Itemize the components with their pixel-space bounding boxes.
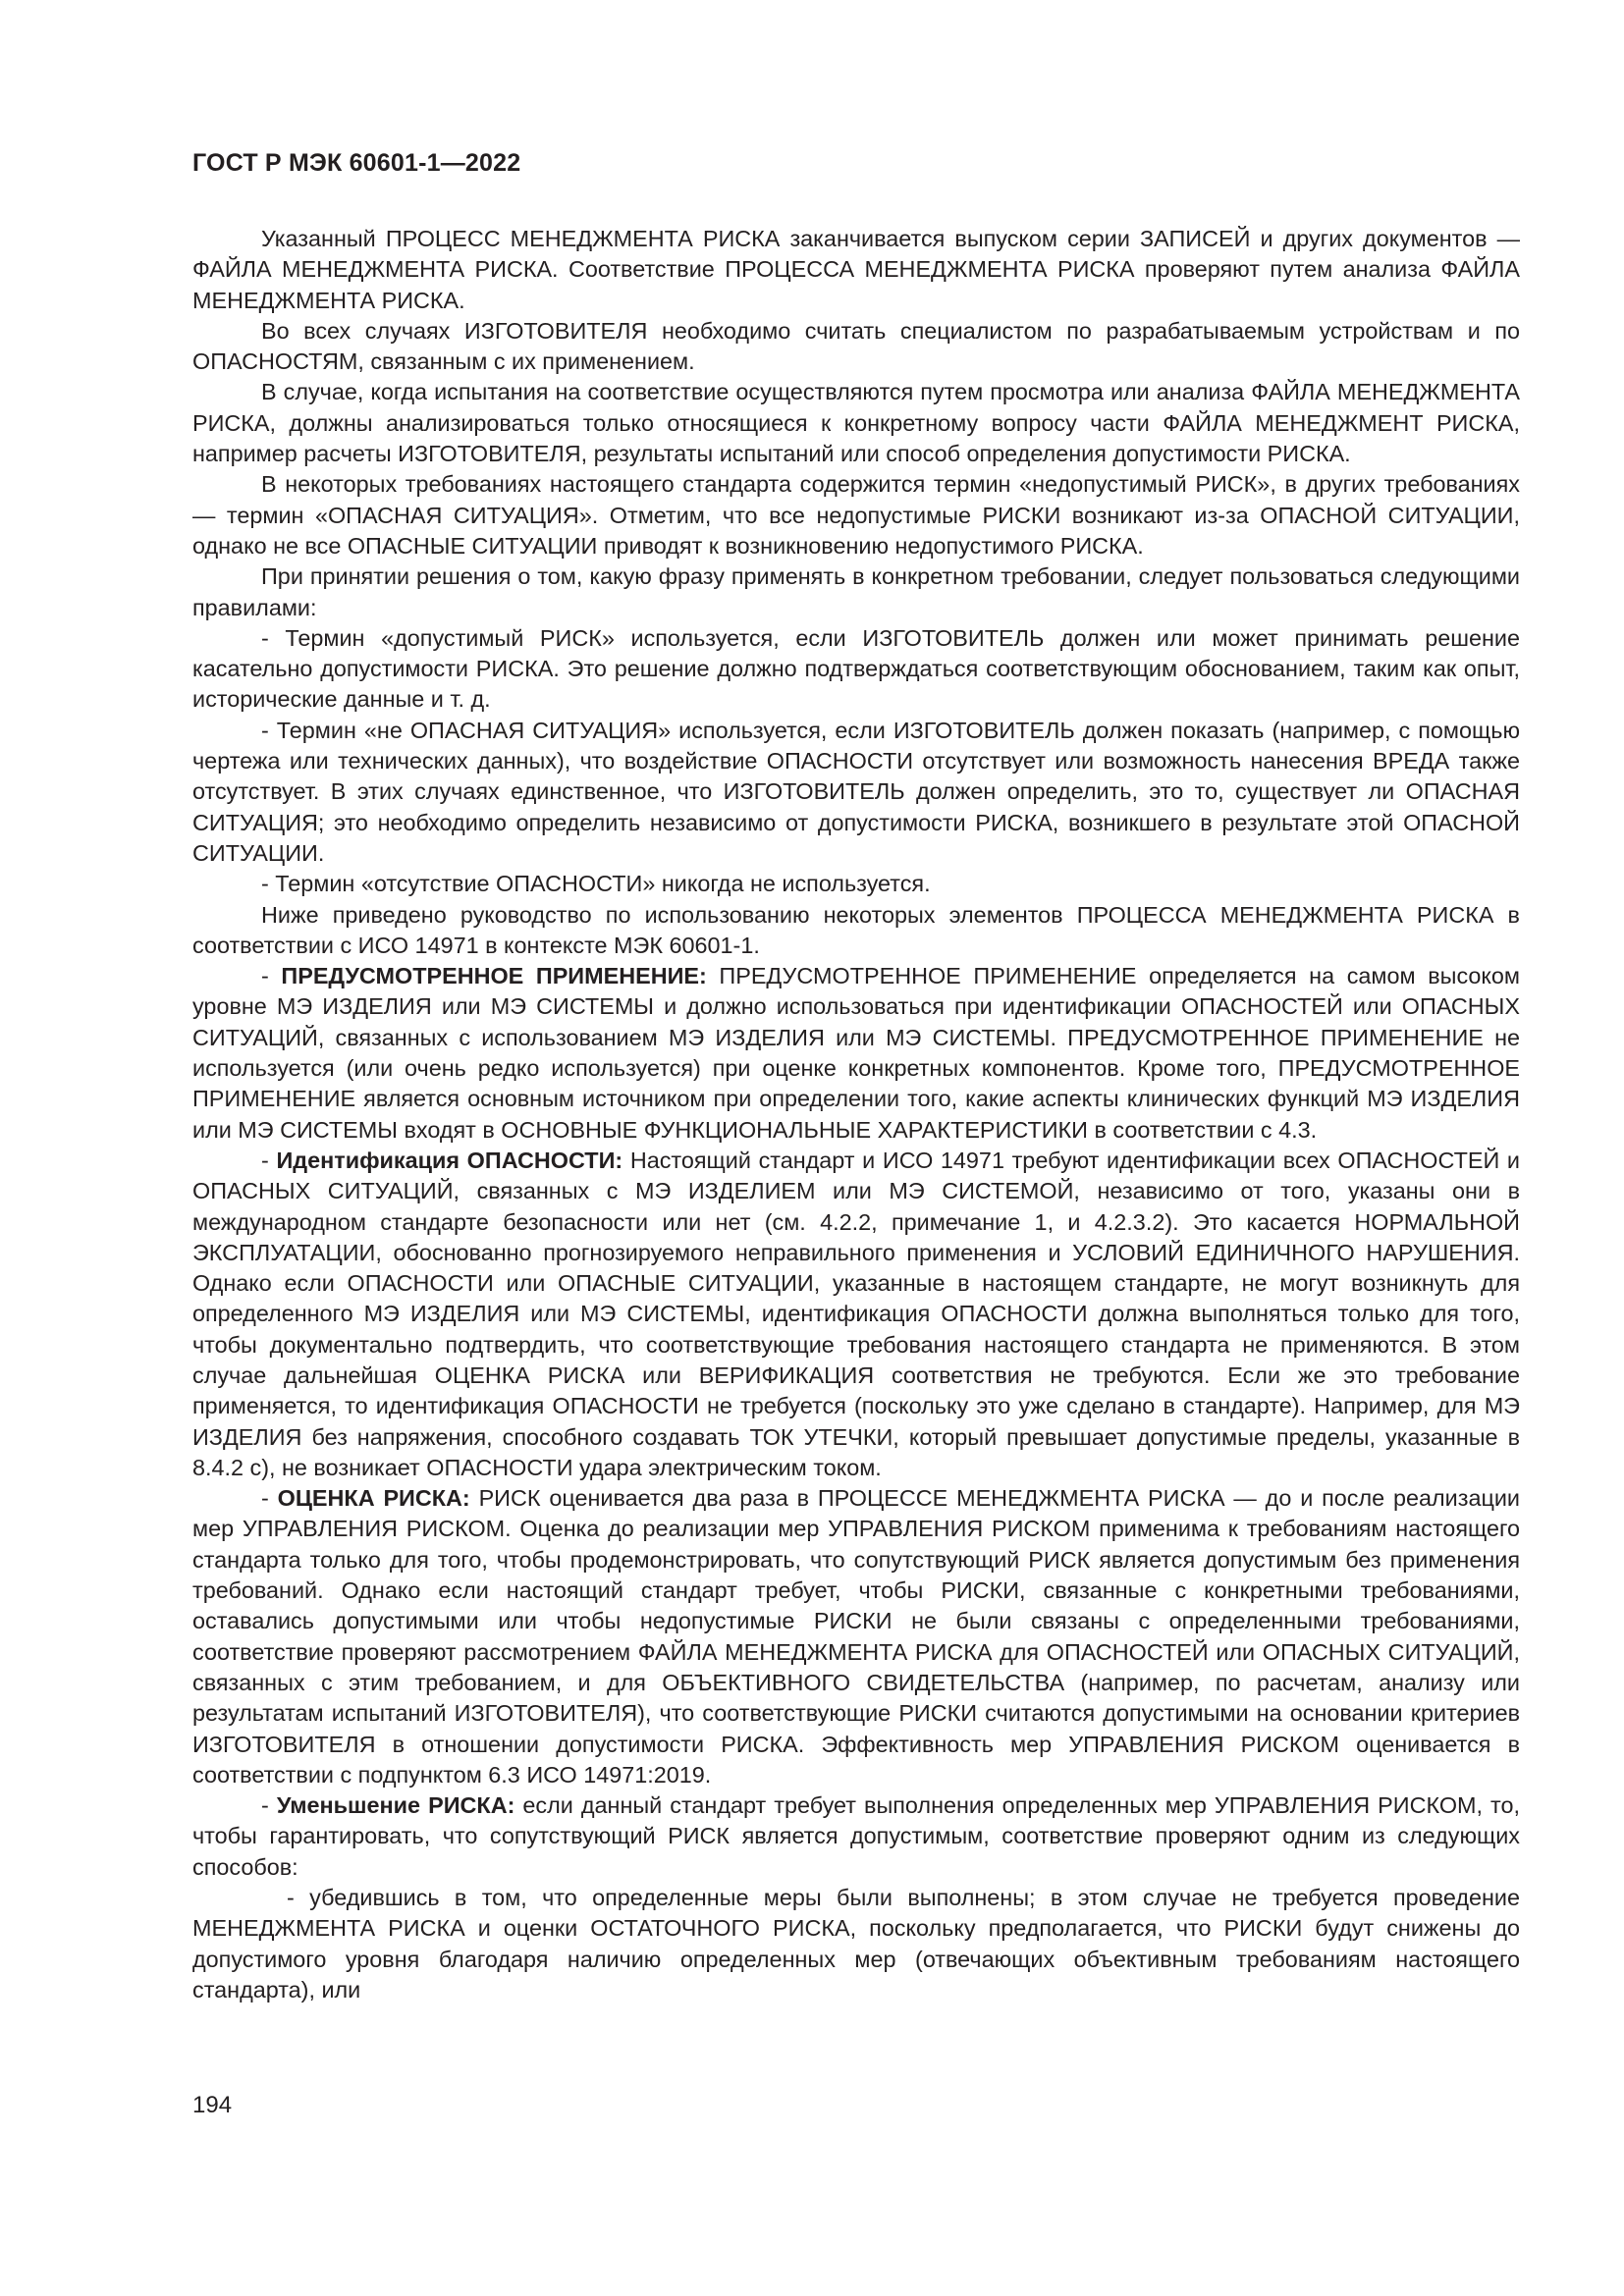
item-prefix: - bbox=[261, 1147, 277, 1173]
term-label: Идентификация ОПАСНОСТИ: bbox=[276, 1147, 623, 1173]
paragraph: Ниже приведено руководство по использованию некоторых элементов ПРОЦЕССА МЕНЕДЖМЕНТА РИСКА в соответствии с ИСО 14971 в контексте МЭК 60601-1. bbox=[192, 901, 1520, 958]
list-item: - Термин «отсутствие ОПАСНОСТИ» никогда не используется. bbox=[261, 871, 931, 897]
term-label: Уменьшение РИСКА: bbox=[276, 1792, 515, 1819]
term-text: РИСК оценивается два раза в ПРОЦЕССЕ МЕНЕДЖМЕНТА РИСКА — до и после реализации мер УПРАВЛЕНИЯ РИСКОМ. Оценка до реализации мер УПРАВЛЕНИЯ РИСКОМ применима к требованиям настоящего стандарта только для того, чтобы продемонстрировать, что сопутствующий РИСК является допустимым без применения требований. Однако если настоящий стандарт требует, чтобы РИСКИ, связанные с конкретными требованиями, оставались допустимыми или чтобы недопустимые РИСКИ не были связаны с определенными требованиями, соответствие проверяют рассмотрением ФАЙЛА МЕНЕДЖМЕНТА РИСКА для ОПАСНОСТЕЙ или ОПАСНЫХ СИТУАЦИЙ, связанных с этим требованием, и для ОБЪЕКТИВНОГО СВИДЕТЕЛЬСТВА (например, по расчетам, анализу или результатам испытаний ИЗГОТОВИТЕЛЯ), что соответствующие РИСКИ считаются допустимыми на основании критериев ИЗГОТОВИТЕЛЯ в отношении допустимости РИСКА. Эффективность мер УПРАВЛЕНИЯ РИСКОМ оценивается в соответствии с подпунктом 6.3 ИСО 14971:2019. bbox=[192, 1485, 1520, 1788]
paragraph: Во всех случаях ИЗГОТОВИТЕЛЯ необходимо считать специалистом по разрабатываемым устройствам и по ОПАСНОСТЯМ, связанным с их применением. bbox=[192, 317, 1520, 375]
term-label: ОЦЕНКА РИСКА: bbox=[277, 1485, 470, 1512]
paragraph: В случае, когда испытания на соответствие осуществляются путем просмотра или анализа ФАЙЛА МЕНЕДЖМЕНТА РИСКА, должны анализироваться только относящиеся к конкретному вопросу части ФАЙЛА МЕНЕДЖМЕНТ РИСКА, например расчеты ИЗГОТОВИТЕЛЯ, результаты испытаний или способ определения допустимости РИСКА. bbox=[192, 379, 1520, 467]
term-text: Настоящий стандарт и ИСО 14971 требуют идентификации всех ОПАСНОСТЕЙ и ОПАСНЫХ СИТУАЦИЙ, связанных с МЭ ИЗДЕЛИЕМ или МЭ СИСТЕМОЙ, независимо от того, указаны они в международном стандарте безопасности или нет (см. 4.2.2, примечание 1, и 4.2.3.2). Это касается НОРМАЛЬНОЙ ЭКСПЛУАТАЦИИ, обоснованно прогнозируемого неправильного применения и УСЛОВИЙ ЕДИНИЧНОГО НАРУШЕНИЯ. Однако если ОПАСНОСТИ или ОПАСНЫЕ СИТУАЦИИ, указанные в настоящем стандарте, не могут возникнуть для определенного МЭ ИЗДЕЛИЯ или МЭ СИСТЕМЫ, идентификация ОПАСНОСТИ должна выполняться только для того, чтобы документально подтвердить, что соответствующие требования настоящего стандарта не применяются. В этом случае дальнейшая ОЦЕНКА РИСКА или ВЕРИФИКАЦИЯ соответствия не требуются. Если же это требование применяется, то идентификация ОПАСНОСТИ не требуется (поскольку это уже сделано в стандарте). Например, для МЭ ИЗДЕЛИЯ без напряжения, способного создавать ТОК УТЕЧКИ, который превышает допустимые пределы, указанные в 8.4.2 с), не возникает ОПАСНОСТИ удара электрическим током. bbox=[192, 1147, 1520, 1480]
item-prefix: - bbox=[261, 1485, 278, 1512]
paragraph: В некоторых требованиях настоящего стандарта содержится термин «недопустимый РИСК», в других требованиях — термин «ОПАСНАЯ СИТУАЦИЯ». Отметим, что все недопустимые РИСКИ возникают из-за ОПАСНОЙ СИТУАЦИИ, однако не все ОПАСНЫЕ СИТУАЦИИ приводят к возникновению недопустимого РИСКА. bbox=[192, 471, 1520, 559]
list-item-term bbox=[192, 1483, 1520, 1790]
list-item: - Термин «не ОПАСНАЯ СИТУАЦИЯ» используется, если ИЗГОТОВИТЕЛЬ должен показать (например, с помощью чертежа или технических данных), что воздействие ОПАСНОСТИ отсутствует или возможность нанесения ВРЕДА также отсутствует. В этих случаях единственное, что ИЗГОТОВИТЕЛЬ должен определить, это то, существует ли ОПАСНАЯ СИТУАЦИЯ; это необходимо определить независимо от допустимости РИСКА, возникшего в результате этой ОПАСНОЙ СИТУАЦИИ. bbox=[192, 717, 1520, 866]
paragraph: При принятии решения о том, какую фразу применять в конкретном требовании, следует пользоваться следующими правилами: bbox=[192, 563, 1520, 620]
document-body bbox=[192, 224, 1520, 2005]
page-number: 194 bbox=[192, 2092, 233, 2118]
list-item: - Термин «допустимый РИСК» используется, если ИЗГОТОВИТЕЛЬ должен или может принимать решение касательно допустимости РИСКА. Это решение должно подтверждаться соответствующим обоснованием, таким как опыт, исторические данные и т. д. bbox=[192, 624, 1520, 713]
page-header: ГОСТ Р МЭК 60601-1—2022 bbox=[192, 149, 521, 177]
list-item-term bbox=[192, 961, 1520, 1146]
term-text: если данный стандарт требует выполнения определенных мер УПРАВЛЕНИЯ РИСКОМ, то, чтобы гарантировать, что сопутствующий РИСК является допустимым, соответствие проверяют одним из следующих способов: bbox=[192, 1792, 1520, 1880]
list-item-term bbox=[192, 1790, 1520, 1883]
item-prefix: - bbox=[261, 963, 282, 989]
item-prefix: - bbox=[261, 1792, 277, 1819]
paragraph: Указанный ПРОЦЕСС МЕНЕДЖМЕНТА РИСКА заканчивается выпуском серии ЗАПИСЕЙ и других документов — ФАЙЛА МЕНЕДЖМЕНТА РИСКА. Соответствие ПРОЦЕССА МЕНЕДЖМЕНТА РИСКА проверяют путем анализа ФАЙЛА МЕНЕДЖМЕНТА РИСКА. bbox=[192, 226, 1520, 313]
sub-list-item: - убедившись в том, что определенные меры были выполнены; в этом случае не требуется проведение МЕНЕДЖМЕНТА РИСКА и оценки ОСТАТОЧНОГО РИСКА, поскольку предполагается, что РИСКИ будут снижены до допустимого уровня благодаря наличию определенных мер (отвечающих объективным требованиям настоящего стандарта), или bbox=[192, 1885, 1520, 2002]
term-text: ПРЕДУСМОТРЕННОЕ ПРИМЕНЕНИЕ определяется на самом высоком уровне МЭ ИЗДЕЛИЯ или МЭ СИСТЕМЫ и должно использоваться при идентификации ОПАСНОСТЕЙ или ОПАСНЫХ СИТУАЦИЙ, связанных с использованием МЭ ИЗДЕЛИЯ или МЭ СИСТЕМЫ. ПРЕДУСМОТРЕННОЕ ПРИМЕНЕНИЕ не используется (или очень редко используется) при оценке конкретных компонентов. Кроме того, ПРЕДУСМОТРЕННОЕ ПРИМЕНЕНИЕ является основным источником при определении того, какие аспекты клинических функций МЭ ИЗДЕЛИЯ или МЭ СИСТЕМЫ входят в ОСНОВНЫЕ ФУНКЦИОНАЛЬНЫЕ ХАРАКТЕРИСТИКИ в соответствии с 4.3. bbox=[192, 963, 1521, 1143]
term-label: ПРЕДУСМОТРЕННОЕ ПРИМЕНЕНИЕ: bbox=[281, 963, 707, 989]
list-item-term bbox=[192, 1146, 1520, 1483]
